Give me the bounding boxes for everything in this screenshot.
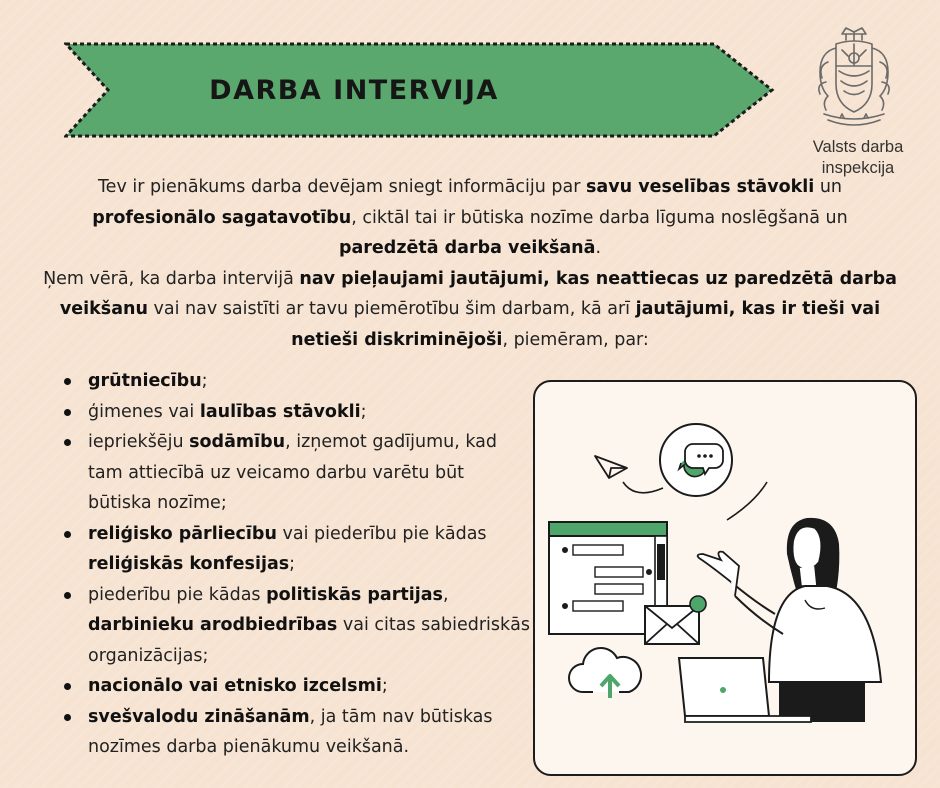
intro-text-span: un [814,177,843,197]
list-item [60,397,530,428]
intro-text-span: , piemēram, par: [502,329,649,350]
decorative-curve [727,482,767,520]
list-item [60,671,530,702]
list-item-emphasis: laulības stāvokli [199,401,361,422]
list-item-emphasis: politiskās partijas [266,584,443,605]
list-item [60,702,530,763]
intro-text-span: . [595,238,602,258]
list-item-text: , ja tām nav būtiskas nozīmes darba pienākumu veikšanā. [88,706,493,757]
list-item-emphasis: nacionālo vai etnisko izcelsmi [88,676,382,696]
coat-of-arms-icon [806,26,902,136]
list-item-emphasis: reliģiskās konfesijas [88,554,290,574]
intro-text-span: , ciktāl tai ir būtiska nozīme darba līguma noslēgšanā un [351,207,848,228]
list-item-text: ; [381,676,388,696]
intro-emphasis: jautājumi, kas ir tieši vai netieši diskriminējoši [291,299,881,350]
list-item-text: ; [360,401,367,422]
intro-text-span: vai nav saistīti ar tavu piemērotību šim darbam, kā arī [147,299,636,319]
list-item-emphasis: sodāmību [189,432,286,452]
intro-text-span: Tev ir pienākums darba devējam sniegt informāciju par [97,177,587,197]
intro-text-span: Ņem vērā, ka darba intervijā [43,268,300,289]
intro-emphasis: savu veselības stāvokli [586,177,815,197]
list-item [60,427,530,519]
list-item [60,519,530,580]
list-item-text: ; [289,554,296,574]
list-item-text: ; [201,371,208,391]
organization-name-line1: Valsts darba [812,138,904,156]
intro-paragraph-2 [40,264,900,356]
list-item-emphasis: svešvalodu zināšanām [88,706,310,727]
list-item-text: vai piederību pie kādas [276,523,487,544]
chat-bubbles-icon [660,424,732,496]
list-item-emphasis: grūtniecību [88,371,202,391]
list-item-emphasis: darbinieku arodbiedrības [88,615,338,635]
intro-emphasis: profesionālo sagatavotību [92,207,352,228]
intro-paragraph-1 [40,172,900,264]
list-item-emphasis: reliģisko pārliecību [88,523,277,544]
cloud-upload-icon [569,648,641,698]
intro-emphasis: nav pieļaujami jautājumi, kas neattiecas uz paredzētā darba veikšanu [59,268,897,319]
list-item-text: , izņemot gadījumu, kad tam attiecībā uz veicamo darbu varētu būt būtiska nozīme; [88,432,497,513]
list-item [60,366,530,397]
list-item-text: vai citas sabiedriskās organizācijas; [88,615,530,666]
list-item-text: iepriekšēju [88,432,190,452]
list-item-text: , [442,584,449,605]
list-item-text: piederību pie kādas [88,584,267,605]
paper-plane-icon [595,456,627,478]
page-title: DARBA INTERVIJA [209,74,499,106]
communication-illustration [535,382,915,774]
organization-name-line2: inspekcija [821,159,895,177]
list-item-text: ģimenes vai [88,401,200,422]
discrimination-topics-list [60,366,530,763]
illustration-card [533,380,917,776]
decorative-curve [623,482,663,493]
intro-text [40,172,900,355]
list-item [60,580,530,672]
intro-emphasis: paredzētā darba veikšanā [338,238,596,258]
